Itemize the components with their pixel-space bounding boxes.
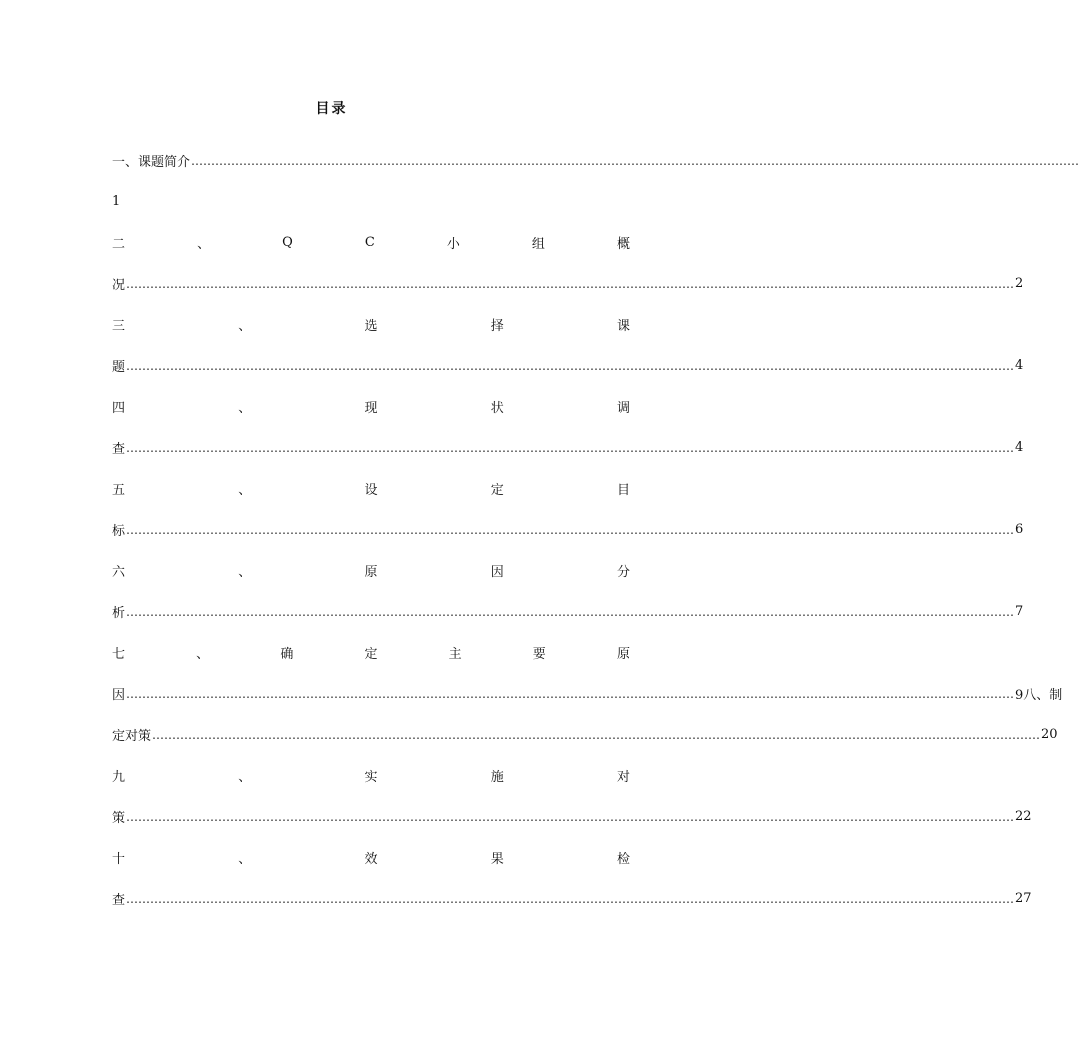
toc-entry-line: [112, 427, 1024, 468]
toc-heading-char: 定: [490, 483, 504, 498]
toc-heading-char: 、: [196, 647, 210, 662]
toc-heading-char: 课: [616, 319, 630, 334]
toc-heading-char: 、: [238, 852, 252, 867]
toc-entry-line: [112, 140, 1079, 181]
toc-entry-label: 查: [112, 442, 126, 457]
toc-heading-char: 、: [238, 565, 252, 580]
toc-entry-label: 定对策: [112, 729, 152, 744]
toc-heading-char: 对: [616, 770, 630, 785]
toc-entry-label: 策: [112, 811, 126, 826]
toc-entry-label: 查: [112, 893, 126, 908]
toc-dot-leader: ……………………………………………………………………………………………………………………………………………………………………………………………………: [126, 358, 1015, 373]
toc-entry-line: [112, 796, 1032, 837]
toc-heading-char: 二: [112, 237, 126, 252]
toc-entry-line: [112, 263, 1024, 304]
toc-heading-char: 、: [238, 319, 252, 334]
toc-heading-char: 三: [112, 319, 126, 334]
toc-heading-line: [112, 837, 630, 878]
toc-heading-char: Q: [282, 235, 293, 250]
toc-heading-char: 六: [112, 565, 126, 580]
toc-heading-char: 要: [532, 647, 546, 662]
toc-page-number: 20: [1041, 727, 1058, 742]
toc-heading-char: 择: [490, 319, 504, 334]
toc-page-number: 6: [1015, 522, 1024, 537]
toc-dot-leader: ……………………………………………………………………………………………………………………………………………………………………………………………………: [126, 809, 1015, 824]
toc-heading-char: 目: [616, 483, 630, 498]
toc-entry-label: 析: [112, 606, 126, 621]
toc-page-number: 7: [1015, 604, 1024, 619]
toc-heading-char: 原: [364, 565, 378, 580]
toc-entry-label: 一、课题简介: [112, 155, 191, 170]
toc-heading-char: 十: [112, 852, 126, 867]
toc-heading-char: 效: [364, 852, 378, 867]
toc-entry-line: [112, 673, 1063, 714]
toc-heading-char: 、: [238, 401, 252, 416]
toc-heading-char: 、: [197, 237, 211, 252]
toc-heading-line: [112, 550, 630, 591]
toc-heading-char: 主: [448, 647, 462, 662]
toc-page-number: 9八、制: [1015, 688, 1063, 703]
toc-heading-char: 果: [490, 852, 504, 867]
toc-heading-char: 、: [238, 483, 252, 498]
toc-heading-char: 四: [112, 401, 126, 416]
toc-heading-char: 分: [616, 565, 630, 580]
toc-heading-line: [112, 632, 630, 673]
toc-page-number-line: 1: [112, 194, 121, 209]
toc-heading-char: 原: [616, 647, 630, 662]
toc-heading-line: [112, 222, 630, 263]
toc-entry-label: 标: [112, 524, 126, 539]
toc-heading-char: 选: [364, 319, 378, 334]
toc-heading-char: 实: [364, 770, 378, 785]
toc-dot-leader: ……………………………………………………………………………………………………………………………………………………………………………………………………: [191, 153, 1079, 168]
toc-heading-char: 设: [364, 483, 378, 498]
toc-heading-char: 小: [446, 237, 460, 252]
toc-dot-leader: ……………………………………………………………………………………………………………………………………………………………………………………………………: [126, 891, 1015, 906]
toc-dot-leader: ……………………………………………………………………………………………………………………………………………………………………………………………………: [126, 686, 1015, 701]
toc-entry-label: 因: [112, 688, 126, 703]
toc-heading-char: 、: [238, 770, 252, 785]
toc-heading-char: 五: [112, 483, 126, 498]
toc-heading-char: 调: [616, 401, 630, 416]
toc-heading-line: [112, 386, 630, 427]
toc-heading-char: 确: [280, 647, 294, 662]
toc-heading-char: 施: [490, 770, 504, 785]
toc-entry-line: [112, 714, 1058, 755]
toc-heading-char: 因: [490, 565, 504, 580]
toc-entry-label: 况: [112, 278, 126, 293]
toc-page-number: 2: [1015, 276, 1024, 291]
toc-entry-label: 题: [112, 360, 126, 375]
toc-dot-leader: ……………………………………………………………………………………………………………………………………………………………………………………………………: [126, 522, 1015, 537]
toc-heading-char: 检: [616, 852, 630, 867]
toc-heading-char: 定: [364, 647, 378, 662]
toc-dot-leader: ……………………………………………………………………………………………………………………………………………………………………………………………………: [126, 440, 1015, 455]
toc-heading-char: 概: [616, 237, 630, 252]
toc-entry-line: [112, 878, 1032, 919]
page-title: 目录: [315, 101, 348, 117]
table-of-contents: [112, 140, 1079, 919]
toc-heading-char: 组: [531, 237, 545, 252]
toc-heading-line: [112, 304, 630, 345]
toc-heading-char: 九: [112, 770, 126, 785]
toc-heading-char: 状: [490, 401, 504, 416]
toc-entry-line: [112, 509, 1024, 550]
toc-page-number: 4: [1015, 358, 1024, 373]
toc-heading-line: [112, 755, 630, 796]
toc-heading-line: [112, 468, 630, 509]
toc-page-number: 4: [1015, 440, 1024, 455]
toc-page-number: 22: [1015, 809, 1032, 824]
toc-dot-leader: ……………………………………………………………………………………………………………………………………………………………………………………………………: [126, 276, 1015, 291]
toc-dot-leader: ……………………………………………………………………………………………………………………………………………………………………………………………………: [126, 604, 1015, 619]
toc-heading-char: 现: [364, 401, 378, 416]
toc-heading-char: 七: [112, 647, 126, 662]
toc-dot-leader: ……………………………………………………………………………………………………………………………………………………………………………………………………: [152, 727, 1041, 742]
toc-heading-char: C: [364, 235, 375, 250]
toc-entry-line: [112, 345, 1024, 386]
toc-entry-line: [112, 591, 1024, 632]
toc-page-number: 27: [1015, 891, 1032, 906]
